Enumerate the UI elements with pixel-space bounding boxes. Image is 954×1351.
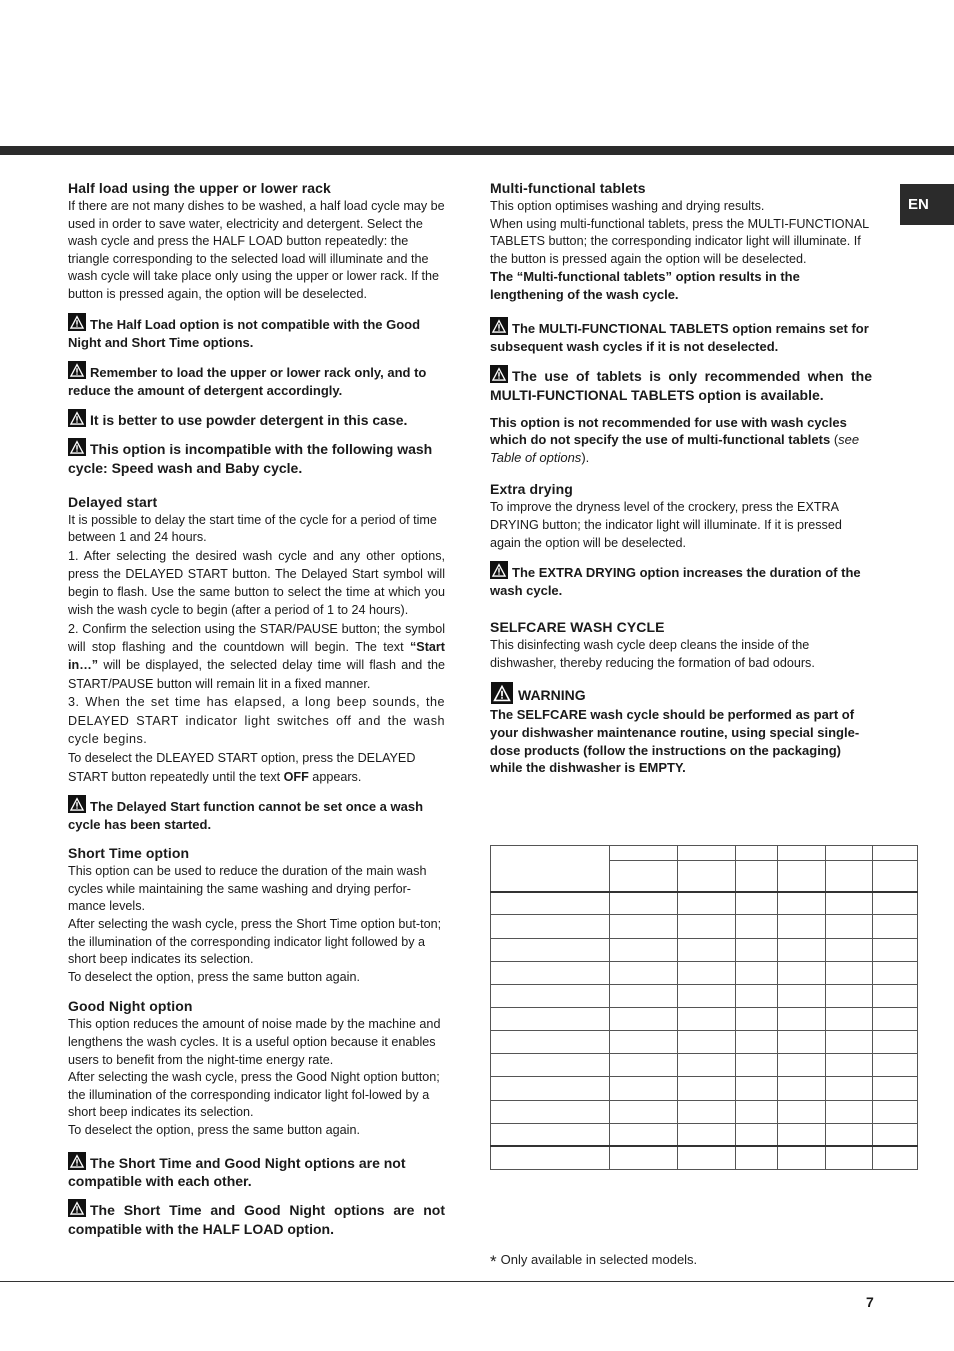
extra-drying-p1: To improve the dryness level of the crockery, press the EXTRA DRYING button; the indicator light will illuminate. If it is pressed again the option will be deselected. xyxy=(490,500,842,550)
table-row xyxy=(491,984,918,1007)
table-cell xyxy=(610,1054,678,1077)
half-load-warning-2: Remember to load the upper or lower rack only, and to reduce the amount of detergent accordingly. xyxy=(68,361,445,400)
warning-icon xyxy=(68,361,86,379)
table-cell xyxy=(491,1100,610,1123)
table-cell xyxy=(777,1077,825,1100)
multi-tablets-p4: This option is not recommended for use with wash cycles which do not specify the use of multi-functional tablets (see Table of options). xyxy=(490,414,860,465)
table-cell xyxy=(491,892,610,915)
table-cell xyxy=(735,846,777,861)
options-table xyxy=(490,845,918,1170)
table-row xyxy=(491,915,918,938)
table-cell xyxy=(825,1077,872,1100)
table-cell xyxy=(777,1031,825,1054)
table-row xyxy=(491,1123,918,1146)
table-cell xyxy=(777,938,825,961)
header-bar xyxy=(0,146,954,155)
short-time-section xyxy=(68,844,445,986)
table-cell xyxy=(735,1077,777,1100)
selfcare-warning-text: The SELFCARE wash cycle should be performed as part of your dishwasher maintenance routine, using special single-dose products (follow the instructions on the packaging) while the dishwasher is EMPTY. xyxy=(490,707,860,776)
table-row xyxy=(491,892,918,915)
half-load-body: If there are not many dishes to be washed, a half load cycle may be used in order to save water, electricity and detergent. Select the wash cycle and press the HALF LOAD button repeatedly: the triangle corresponding to the selected load will illuminate and the wash cycle will take place only using the upper or lower rack. If the button is pressed again, the option will be deselected. xyxy=(68,199,445,301)
footnote-text: Only available in selected models. xyxy=(500,1252,698,1267)
short-time-p2: After selecting the wash cycle, press the Short Time option but-ton; the illumination of the corresponding indicator light followed by a short beep indicates its selection. xyxy=(68,916,442,967)
table-cell xyxy=(678,1031,735,1054)
table-row xyxy=(491,1100,918,1123)
table-cell xyxy=(825,961,872,984)
good-night-p1: This option reduces the amount of noise made by the machine and lengthens the wash cycles. It is a useful option because it enables users to benefit from the night-time energy rate. xyxy=(68,1017,441,1067)
table-cell xyxy=(872,961,917,984)
table-cell xyxy=(777,984,825,1007)
warning-icon xyxy=(68,1152,86,1170)
multi-tablets-warning-2: The use of tablets is only recommended when the MULTI-FUNCTIONAL TABLETS option is available. xyxy=(490,365,872,405)
short-time-p3: To deselect the option, press the same button again. xyxy=(68,969,360,984)
warning-icon xyxy=(68,795,86,813)
table-cell xyxy=(735,1100,777,1123)
delayed-start-p3: 2. Confirm the selection using the STAR/PAUSE button; the symbol will stop flashing and the countdown will begin. The text “Start in…” will be displayed, the selected delay time will flash and the START/PAUSE button will remain lit in a fixed manner. xyxy=(68,621,445,691)
table-cell xyxy=(610,1123,678,1146)
table-cell xyxy=(872,1100,917,1123)
warning-icon xyxy=(490,365,508,383)
table-cell xyxy=(678,892,735,915)
table-cell xyxy=(825,846,872,861)
table-cell xyxy=(735,1031,777,1054)
multi-tablets-p1: This option optimises washing and drying results. xyxy=(490,199,765,213)
table-cell xyxy=(777,1146,825,1169)
right-column xyxy=(490,179,872,777)
table-row xyxy=(491,1077,918,1100)
table-cell xyxy=(678,984,735,1007)
table-cell xyxy=(610,1146,678,1169)
table-cell xyxy=(735,861,777,892)
table-cell xyxy=(872,1077,917,1100)
table-cell xyxy=(777,961,825,984)
table-cell xyxy=(825,1031,872,1054)
delayed-start-p5: To deselect the DLEAYED START option, press the DELAYED START button repeatedly until the text OFF appears. xyxy=(68,750,416,784)
table-cell xyxy=(825,1054,872,1077)
delayed-start-section xyxy=(68,493,445,835)
table-cell xyxy=(825,1123,872,1146)
table-cell xyxy=(777,1054,825,1077)
table-cell xyxy=(735,961,777,984)
table-cell xyxy=(735,915,777,938)
table-cell xyxy=(491,1007,610,1030)
good-night-p3: To deselect the option, press the same button again. xyxy=(68,1122,360,1137)
delayed-start-p1: It is possible to delay the start time of the cycle for a period of time between 1 and 24 hours. xyxy=(68,512,437,545)
selfcare-section xyxy=(490,618,872,777)
table-cell xyxy=(610,861,678,892)
table-cell xyxy=(872,1007,917,1030)
half-load-warning-3: It is better to use powder detergent in this case. xyxy=(68,409,445,429)
table-cell xyxy=(825,861,872,892)
extra-drying-section xyxy=(490,480,872,600)
good-night-warning-2: The Short Time and Good Night options are not compatible with the HALF LOAD option. xyxy=(68,1199,445,1239)
table-cell xyxy=(777,1100,825,1123)
table-cell xyxy=(678,1077,735,1100)
table-cell xyxy=(872,984,917,1007)
table-cell xyxy=(735,1146,777,1169)
selfcare-p1: This disinfecting wash cycle deep cleans the inside of the dishwasher, thereby reducing the formation of bad odours. xyxy=(490,638,815,670)
footer-rule xyxy=(0,1281,954,1282)
multi-tablets-p2: When using multi-functional tablets, press the MULTI-FUNCTIONAL TABLETS button; the corresponding indicator light will illuminate. If the button is pressed again the option will be deselected. xyxy=(490,216,869,266)
selfcare-title: SELFCARE WASH CYCLE xyxy=(490,619,665,636)
delayed-start-p2: 1. After selecting the desired wash cycle and any other options, press the DELAYED START button. The Delayed Start symbol will begin to flash. Use the same button to select the time at which you wish the wash cycle to begin (after a period of 1 to 24 hours). xyxy=(68,548,445,618)
table-cell xyxy=(610,984,678,1007)
table-cell xyxy=(610,892,678,915)
table-cell xyxy=(872,1123,917,1146)
table-cell xyxy=(678,846,735,861)
table-row xyxy=(491,938,918,961)
table-row xyxy=(491,961,918,984)
delayed-start-title: Delayed start xyxy=(68,493,158,510)
table-row xyxy=(491,1146,918,1169)
half-load-warning-1: The Half Load option is not compatible with the Good Night and Short Time options. xyxy=(68,313,445,352)
table-row xyxy=(491,1054,918,1077)
extra-drying-warning: The EXTRA DRYING option increases the duration of the wash cycle. xyxy=(490,561,872,600)
table-cell xyxy=(678,938,735,961)
page-number: 7 xyxy=(866,1294,874,1310)
table-header-row xyxy=(491,846,918,861)
table-cell xyxy=(825,938,872,961)
table-cell xyxy=(491,915,610,938)
table-cell xyxy=(678,1146,735,1169)
table-cell xyxy=(610,938,678,961)
table-cell xyxy=(610,915,678,938)
table-cell xyxy=(491,846,610,892)
selfcare-warning-heading: WARNING xyxy=(490,682,872,704)
table-cell xyxy=(610,1031,678,1054)
table-cell xyxy=(678,961,735,984)
table-cell xyxy=(872,915,917,938)
table-cell xyxy=(610,1007,678,1030)
asterisk: * xyxy=(490,1252,497,1271)
table-cell xyxy=(735,1054,777,1077)
warning-icon xyxy=(490,317,508,335)
language-tab: EN xyxy=(900,184,954,225)
warning-icon xyxy=(68,438,86,456)
table-cell xyxy=(491,938,610,961)
table-cell xyxy=(777,846,825,861)
good-night-title: Good Night option xyxy=(68,998,193,1015)
good-night-p2: After selecting the wash cycle, press the Good Night option button; the illumination of the corresponding indicator light fol-lowed by a short beep indicates its selection. xyxy=(68,1070,440,1120)
table-cell xyxy=(491,1123,610,1146)
table-cell xyxy=(777,915,825,938)
table-cell xyxy=(777,1007,825,1030)
table-cell xyxy=(872,1054,917,1077)
table-cell xyxy=(872,938,917,961)
table-cell xyxy=(678,915,735,938)
table-cell xyxy=(678,1007,735,1030)
table-cell xyxy=(735,1007,777,1030)
table-cell xyxy=(777,1123,825,1146)
left-column xyxy=(68,179,445,1239)
table-cell xyxy=(678,861,735,892)
table-cell xyxy=(825,1146,872,1169)
table-cell xyxy=(872,861,917,892)
table-cell xyxy=(825,915,872,938)
table-cell xyxy=(825,892,872,915)
table-cell xyxy=(491,1077,610,1100)
warning-icon xyxy=(490,682,514,704)
good-night-warning-1: The Short Time and Good Night options are not compatible with each other. xyxy=(68,1152,445,1190)
warning-icon xyxy=(490,561,508,579)
footnote xyxy=(490,1252,697,1272)
table-cell xyxy=(491,1146,610,1169)
table-cell xyxy=(491,961,610,984)
table-cell xyxy=(678,1100,735,1123)
table-cell xyxy=(735,938,777,961)
good-night-section xyxy=(68,997,445,1239)
table-cell xyxy=(872,1031,917,1054)
half-load-title: Half load using the upper or lower rack xyxy=(68,180,331,196)
table-cell xyxy=(491,1031,610,1054)
table-cell xyxy=(735,984,777,1007)
table-cell xyxy=(610,1077,678,1100)
table-cell xyxy=(872,1146,917,1169)
extra-drying-title: Extra drying xyxy=(490,481,573,498)
warning-icon xyxy=(68,313,86,331)
table-cell xyxy=(825,1100,872,1123)
short-time-p1: This option can be used to reduce the duration of the main wash cycles while maintaining the same washing and drying perfor-mance levels. xyxy=(68,864,427,914)
short-time-title: Short Time option xyxy=(68,845,190,862)
table-cell xyxy=(610,1100,678,1123)
table-row xyxy=(491,1007,918,1030)
table-cell xyxy=(610,846,678,861)
table-cell xyxy=(678,1123,735,1146)
multi-tablets-title: Multi-functional tablets xyxy=(490,180,646,196)
table-cell xyxy=(825,1007,872,1030)
table-cell xyxy=(610,961,678,984)
warning-icon xyxy=(68,409,86,427)
table-cell xyxy=(777,861,825,892)
warning-icon xyxy=(68,1199,86,1217)
table-cell xyxy=(872,892,917,915)
table-body xyxy=(491,892,918,1170)
delayed-start-warning: The Delayed Start function cannot be set once a wash cycle has been started. xyxy=(68,795,445,834)
table-cell xyxy=(491,984,610,1007)
table-cell xyxy=(735,892,777,915)
multi-tablets-warning-1: The MULTI-FUNCTIONAL TABLETS option remains set for subsequent wash cycles if it is not deselected. xyxy=(490,317,872,356)
table-row xyxy=(491,1031,918,1054)
delayed-start-p4: 3. When the set time has elapsed, a long beep sounds, the DELAYED START indicator light switches off and the wash cycle begins. xyxy=(68,695,445,747)
half-load-warning-4: This option is incompatible with the following wash cycle: Speed wash and Baby cycle. xyxy=(68,438,445,478)
table-cell xyxy=(491,1054,610,1077)
table-cell xyxy=(825,984,872,1007)
table-cell xyxy=(678,1054,735,1077)
table-cell xyxy=(872,846,917,861)
table-cell xyxy=(777,892,825,915)
table-cell xyxy=(735,1123,777,1146)
multi-tablets-p3: The “Multi-functional tablets” option results in the lengthening of the wash cycle. xyxy=(490,269,800,302)
